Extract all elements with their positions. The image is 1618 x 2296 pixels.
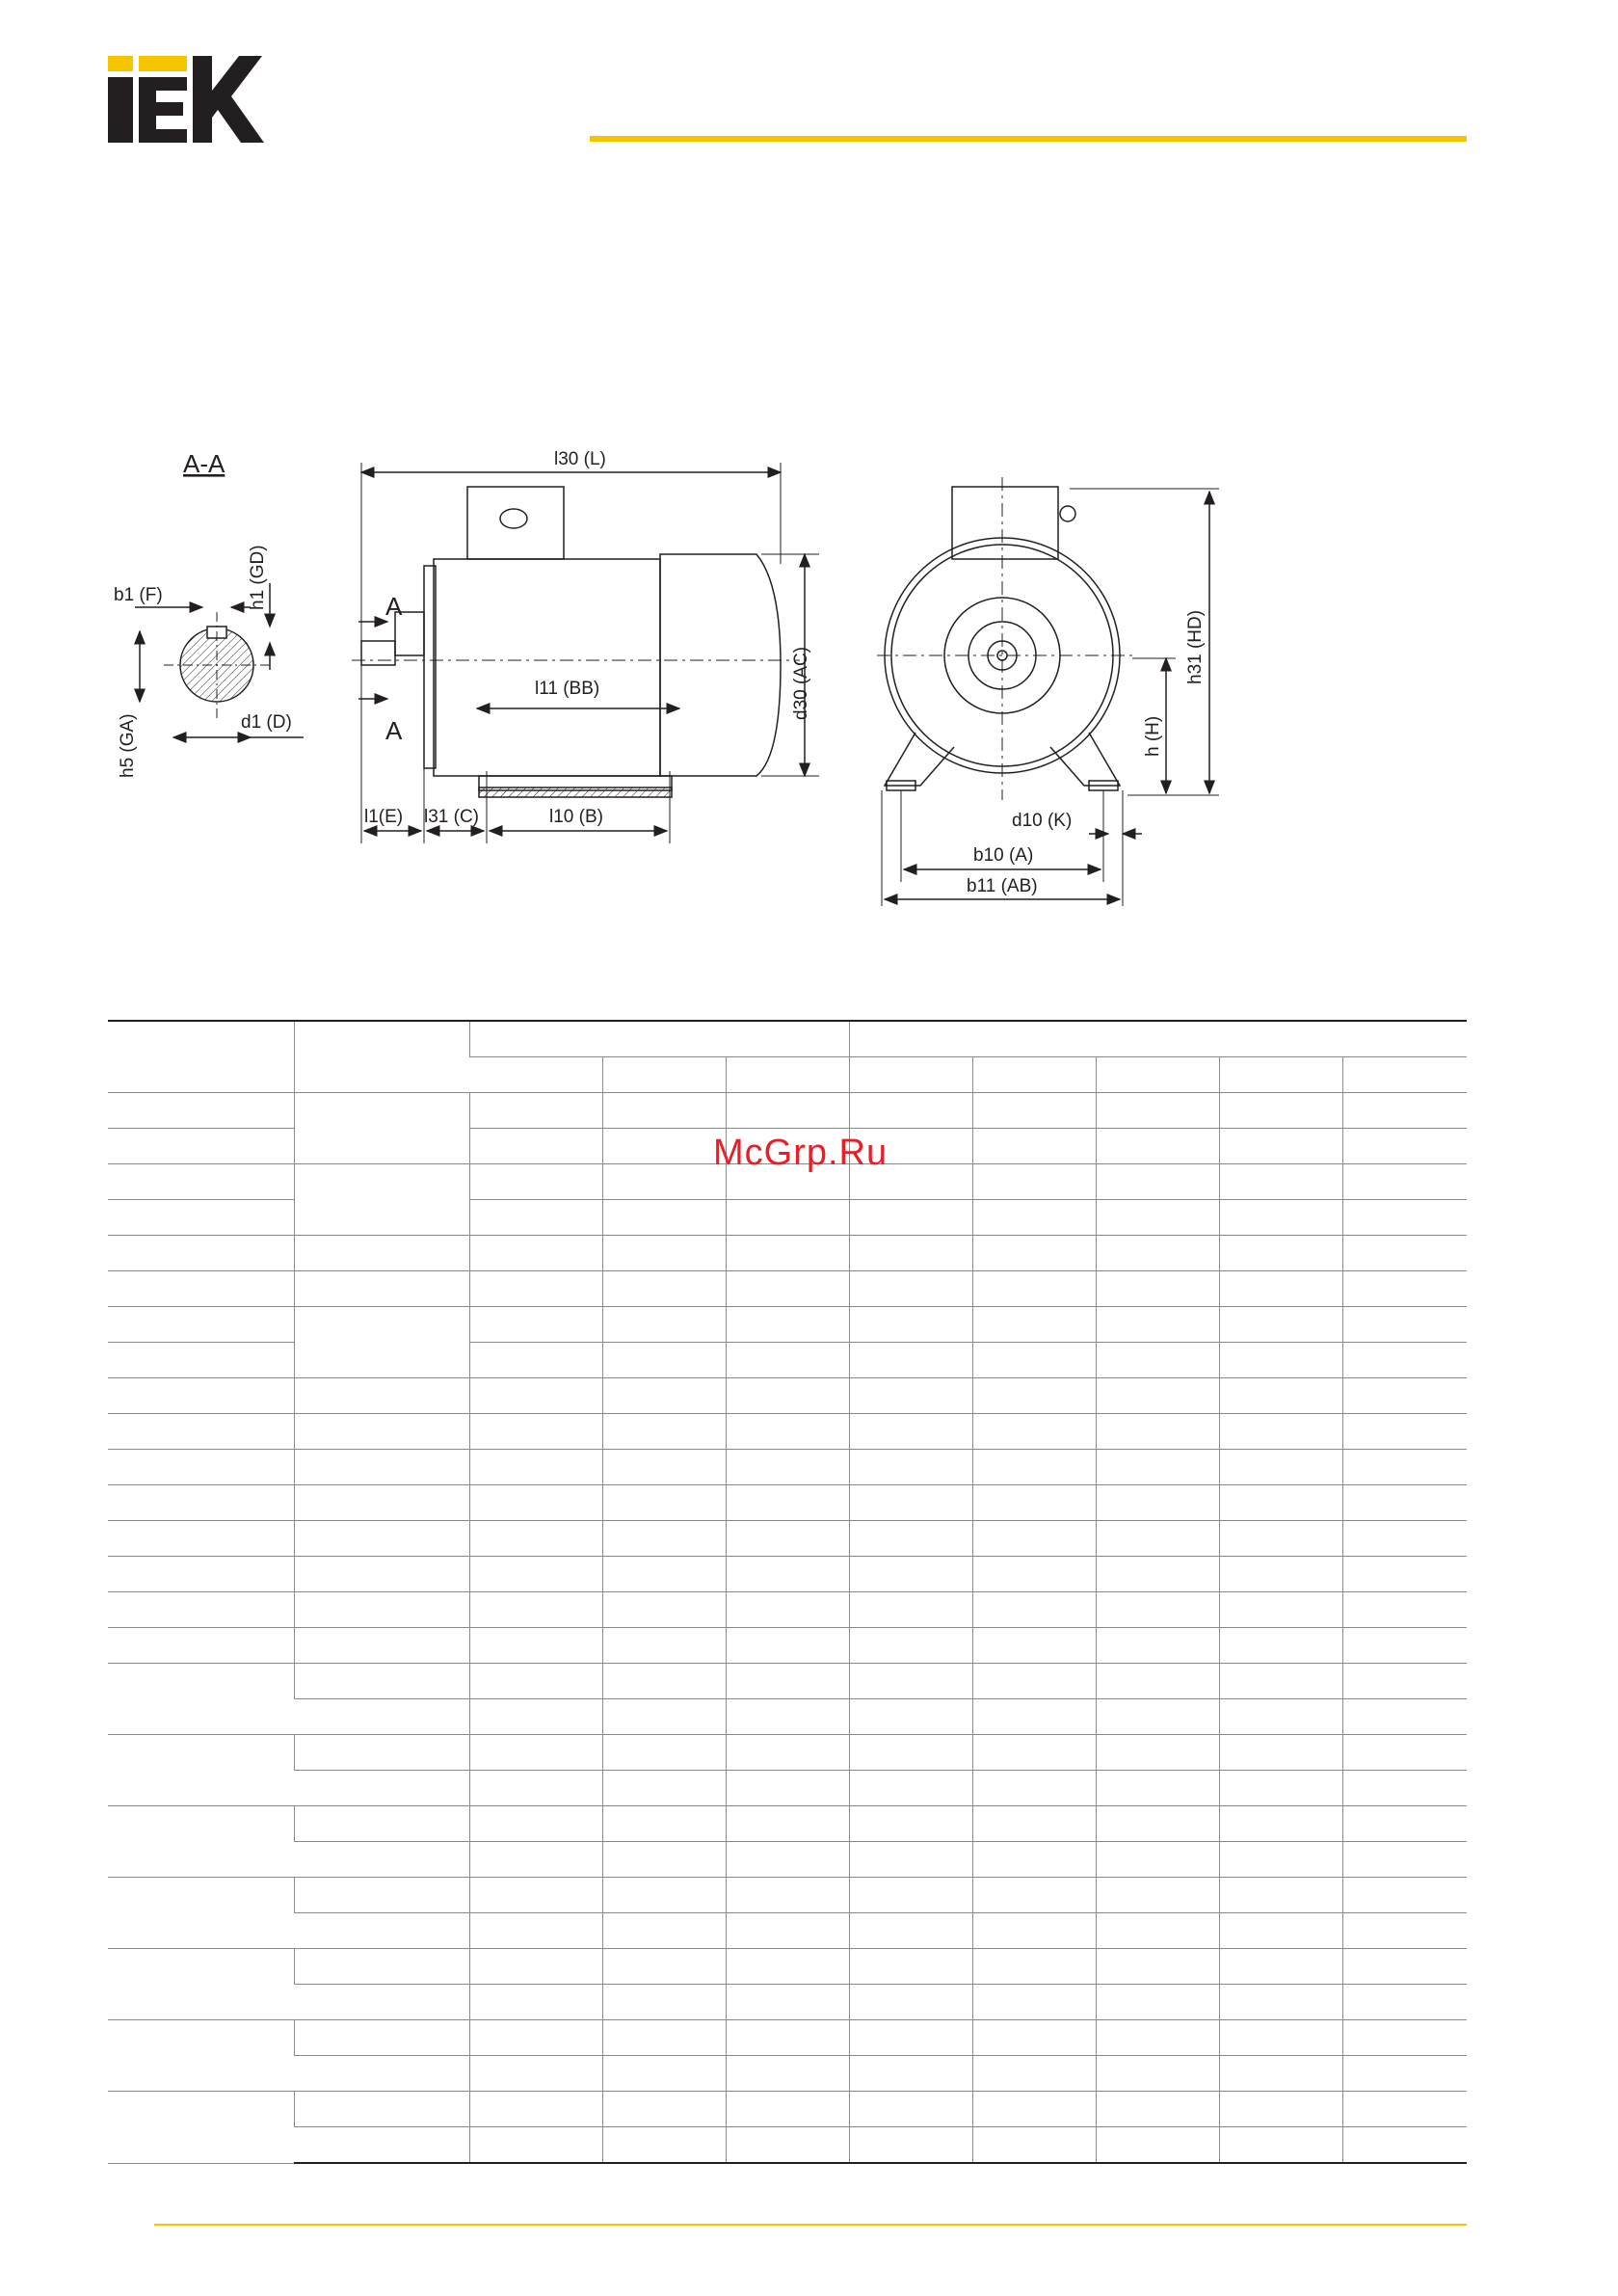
label-h1-gd: h1 (GD) [248, 545, 268, 610]
label-l11-bb: l11 (BB) [535, 679, 600, 699]
label-b1-f: b1 (F) [114, 585, 163, 605]
section-mark-top: A [385, 592, 403, 621]
table-row [108, 1485, 1467, 1521]
table-row [108, 1450, 1467, 1485]
motor-dimension-drawing [106, 439, 1253, 921]
table-header-cell [294, 1021, 470, 1093]
table-row [108, 1913, 1467, 1949]
table-header-group [470, 1021, 850, 1057]
table-row [108, 2127, 1467, 2164]
table-row [108, 1699, 1467, 1735]
table-header-group [850, 1021, 1467, 1057]
label-l10-b: l10 (B) [549, 807, 603, 827]
table-row [108, 1771, 1467, 1806]
table-row [108, 1592, 1467, 1628]
table-row [108, 1521, 1467, 1557]
table-header-row [108, 1021, 1467, 1057]
watermark-text: McGrp.Ru [713, 1133, 889, 1173]
table-row [108, 1628, 1467, 1664]
table-row [108, 1735, 1467, 1771]
iek-logo [108, 56, 291, 143]
table-row [108, 1414, 1467, 1450]
table-row [108, 1271, 1467, 1307]
label-d30-ac: d30 (AC) [791, 646, 811, 720]
label-b10-a: b10 (A) [973, 845, 1034, 866]
label-h-h: h (H) [1143, 715, 1163, 757]
table-row [108, 1557, 1467, 1592]
table-header-cell [108, 1021, 294, 1093]
table-row [108, 1236, 1467, 1271]
section-mark-bottom: A [385, 716, 403, 745]
table-row [108, 1307, 1467, 1343]
table-row [108, 1806, 1467, 1842]
header-accent-rule [590, 136, 1467, 142]
label-l1-e: l1(E) [364, 807, 404, 827]
label-l31-c: l31 (C) [424, 807, 480, 827]
footer-accent-rule [154, 2224, 1467, 2226]
label-h31-hd: h31 (HD) [1185, 609, 1206, 684]
motor-front-view [877, 477, 1219, 906]
section-title: A-A [183, 449, 225, 478]
table-row [108, 1878, 1467, 1913]
label-b11-ab: b11 (AB) [967, 876, 1038, 896]
table-row [108, 1664, 1467, 1699]
table-row [108, 1093, 1467, 1129]
motor-side-view [352, 463, 819, 843]
table-row [108, 2020, 1467, 2056]
table-row [108, 2056, 1467, 2092]
label-h5-ga: h5 (GA) [118, 713, 138, 778]
table-row [108, 1949, 1467, 1985]
label-l30-l: l30 (L) [554, 449, 606, 469]
table-row [108, 1842, 1467, 1878]
table-row [108, 1378, 1467, 1414]
dimensions-table [108, 1020, 1467, 2164]
label-d1-d: d1 (D) [241, 712, 292, 733]
label-d10-k: d10 (K) [1012, 811, 1073, 831]
table-row [108, 1985, 1467, 2020]
table-row [108, 2092, 1467, 2127]
